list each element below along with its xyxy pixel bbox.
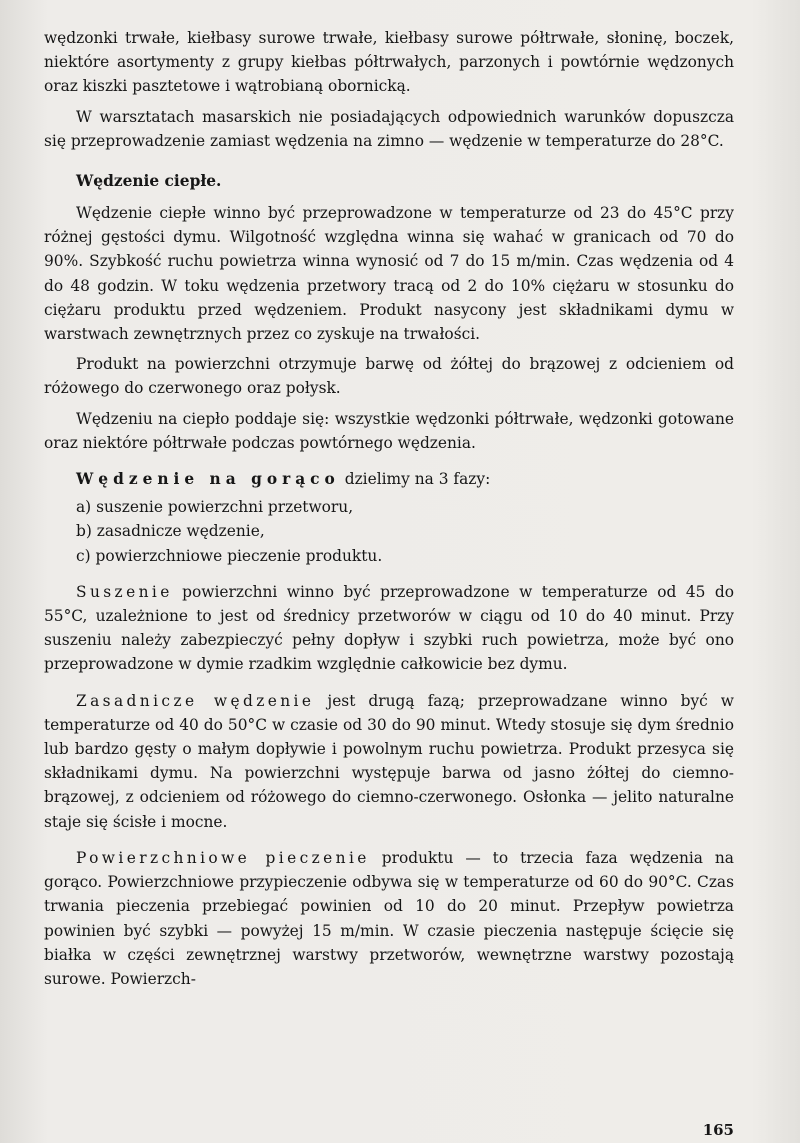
paragraph-drying	[44, 580, 734, 677]
paragraph-5: Wędzeniu na ciepło poddaje się: wszystkie wędzonki półtrwałe, wędzonki gotowane oraz niektóre półtrwałe podczas powtórnego wędzenia.	[44, 409, 734, 452]
drying-text: powierzchni winno być przeprowadzone w temperaturze od 45 do 55°C, uzależnione to jest od średnicy przetworów w ciągu od 10 do 40 minut. Przy suszeniu należy zabezpieczyć pełny dopływ i szybki ruch powietrza, może być ono przeprowadzone w dymie rzadkim względnie całkowicie bez dymu.	[44, 582, 734, 674]
list-item: c) powierzchniowe pieczenie produktu.	[76, 546, 383, 565]
paragraph-2: W warsztatach masarskich nie posiadających odpowiednich warunków dopuszcza się przeprowadzenie zamiast wędzenia na zimno — wędzenie w temperaturze do 28°C.	[44, 107, 734, 150]
list-item: b) zasadnicze wędzenie,	[76, 522, 265, 541]
page-number: 165	[702, 1121, 734, 1139]
paragraph-main-smoking	[44, 689, 734, 834]
surface-baking-term: Powierzchniowe pieczenie	[76, 848, 370, 867]
paragraph-1: wędzonki trwałe, kiełbasy surowe trwałe, kiełbasy surowe półtrwałe, słoninę, boczek, niektóre asortymenty z grupy kiełbas półtrwałych, parzonych i powtórnie wędzonych oraz kiszki pasztetowe i wątrobianą obornicką.	[44, 29, 734, 96]
drying-term: Suszenie	[76, 582, 173, 601]
hot-smoking-intro	[44, 467, 734, 491]
main-smoking-term: Zasadnicze wędzenie	[76, 691, 315, 710]
list-item: a) suszenie powierzchni przetworu,	[76, 498, 354, 517]
paragraph-3: Wędzenie ciepłe winno być przeprowadzone w temperaturze od 23 do 45°C przy różnej gęstości dymu. Wilgotność względna winna się wahać w granicach od 70 do 90%. Szybkość ruchu powietrza winna wynosić od 7 do 15 m/min. Czas wędzenia od 4 do 48 godzin. W toku wędzenia przetwory tracą od 2 do 10% ciężaru w stosunku do ciężaru produktu przed wędzeniem. Produkt nasycony jest składnikami dymu w warstwach zewnętrznych przez co zyskuje na trwałości.	[44, 204, 734, 344]
paragraph-4: Produkt na powierzchni otrzymuje barwę od żółtej do brązowej z odcieniem od różowego do czerwonego oraz połysk.	[44, 355, 734, 398]
phase-list	[44, 495, 734, 568]
main-smoking-text: jest drugą fazą; przeprowadzane winno być w temperaturze od 40 do 50°C w czasie od 30 do 90 minut. Wtedy stosuje się dym średnio lub bardzo gęsty o małym dopływie i powolnym ruchu powietrza. Produkt przesyca się składnikami dymu. Na powierzchni występuje barwa od jasno żółtej do ciemno-brązowej, z odcieniem od różowego do ciemno-czerwonego. Osłonka — jelito naturalne staje się ścisłe i mocne.	[44, 691, 734, 831]
hot-smoking-intro-text: dzielimy na 3 fazy:	[339, 470, 491, 489]
section-heading-warm-smoking: Wędzenie ciepłe.	[76, 172, 222, 191]
paragraph-surface-baking	[44, 846, 734, 991]
surface-baking-text: produktu — to trzecia faza wędzenia na gorąco. Powierzchniowe przypieczenie odbywa się w temperaturze od 60 do 90°C. Czas trwania pieczenia przebiegać powinien od 10 do 20 minut. Przepływ powietrza powinien być szybki — powyżej 15 m/min. W czasie pieczenia następuje ścięcie się białka w części zewnętrznej warstwy przetworów, wewnętrzne warstwy pozostają surowe. Powierzch-	[44, 848, 734, 988]
hot-smoking-term: Wędzenie na gorąco	[76, 470, 340, 489]
